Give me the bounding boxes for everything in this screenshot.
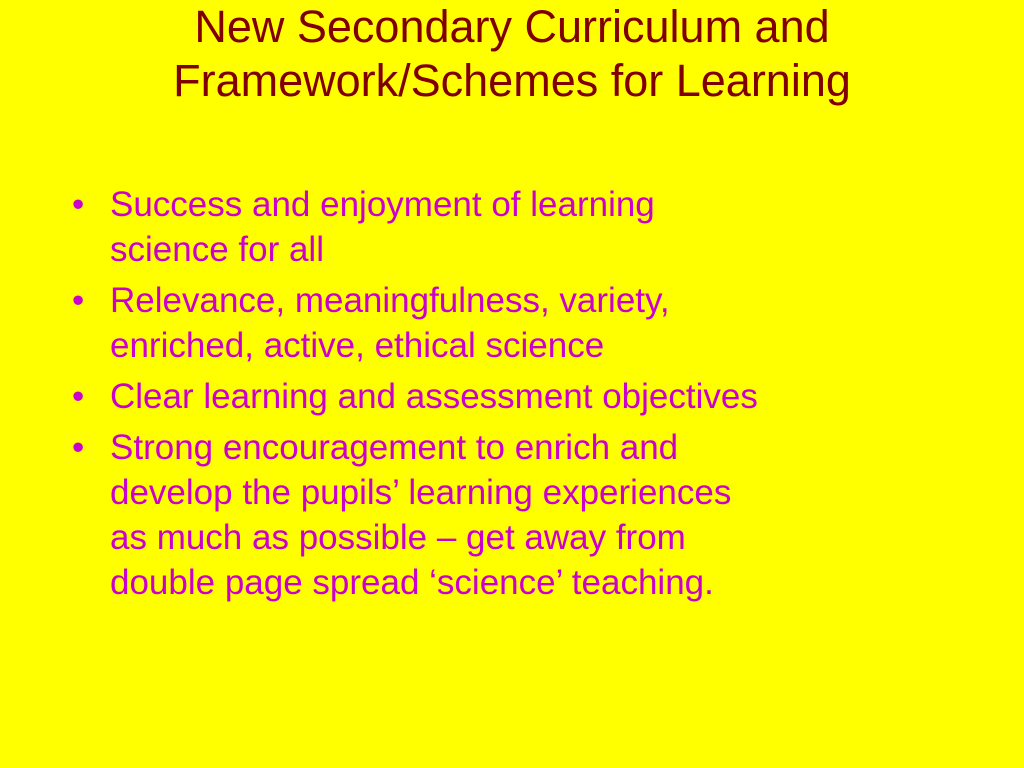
bullet-text: Success and enjoyment of learning science for all: [110, 185, 655, 269]
bullet-list: [72, 182, 972, 611]
slide-title: New Secondary Curriculum and Framework/Schemes for Learning: [173, 1, 851, 106]
bullet-icon: •: [72, 185, 85, 224]
bullet-item: [72, 278, 972, 368]
bullet-item: [72, 182, 972, 272]
bullet-icon: •: [72, 281, 85, 320]
bullet-icon: •: [72, 428, 85, 467]
bullet-item: [72, 374, 972, 419]
bullet-text: Relevance, meaningfulness, variety, enriched, active, ethical science: [110, 281, 670, 365]
bullet-text: Strong encouragement to enrich and develop the pupils’ learning experiences as much as possible – get away from double page spread ‘science’ teaching.: [110, 428, 732, 602]
bullet-item: [72, 425, 972, 605]
bullet-icon: •: [72, 377, 85, 416]
bullet-text: Clear learning and assessment objectives: [110, 377, 758, 416]
